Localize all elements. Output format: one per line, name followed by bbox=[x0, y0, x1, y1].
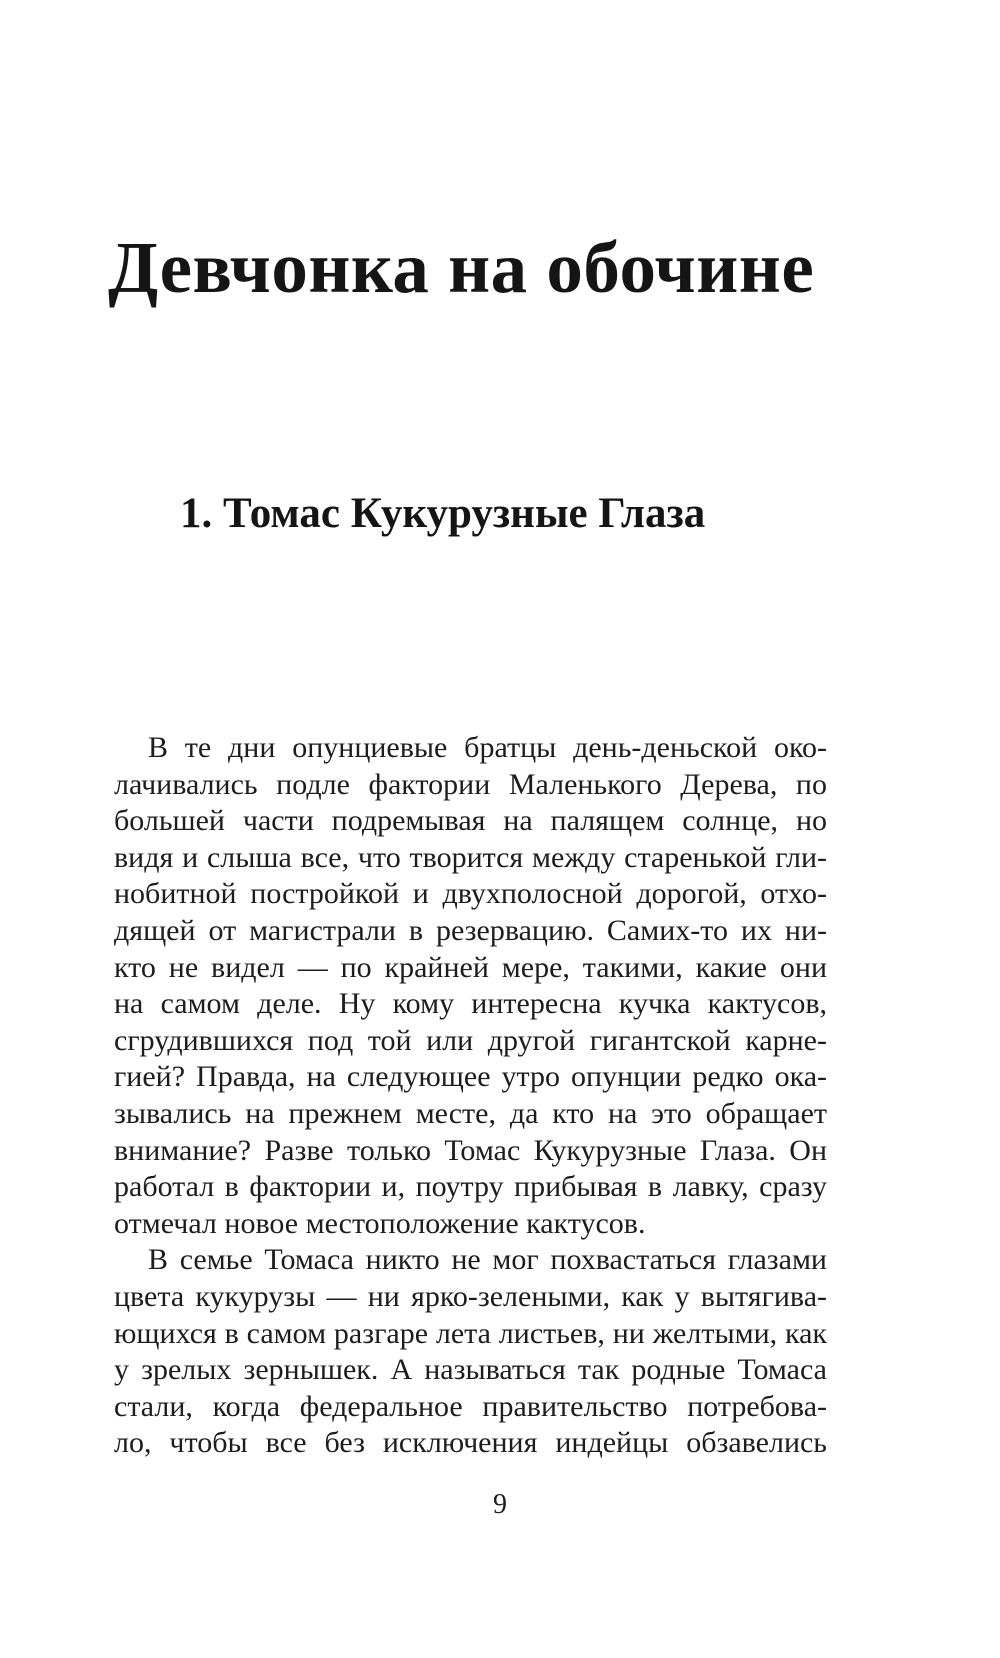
text-line: нобитной постройкой и двухполосной дорогой, отхо- bbox=[114, 877, 827, 911]
paragraph bbox=[114, 730, 827, 1242]
chapter-title: 1. Томас Кукурузные Глаза bbox=[180, 490, 706, 537]
text-line: у зрелых зернышек. А называться так родные Томаса bbox=[114, 1353, 827, 1387]
text-line: гией? Правда, на следующее утро опунции редко ока- bbox=[114, 1060, 827, 1094]
text-line: сгрудившихся под той или другой гигантской карне- bbox=[114, 1023, 827, 1057]
text-line: лачивались подле фактории Маленького Дерева, по bbox=[114, 767, 827, 801]
text-line: ющихся в самом разгаре лета листьев, ни желтыми, как bbox=[114, 1316, 827, 1350]
text-line: на самом деле. Ну кому интересна кучка кактусов, bbox=[114, 987, 827, 1021]
text-line: цвета кукурузы — ни ярко-зелеными, как у вытягива- bbox=[114, 1279, 827, 1313]
text-line: отмечал новое местоположение кактусов. bbox=[114, 1206, 646, 1240]
text-line: работал в фактории и, поутру прибывая в лавку, сразу bbox=[114, 1170, 827, 1204]
text-line: кто не видел — по крайней мере, такими, какие они bbox=[114, 950, 827, 984]
text-line: внимание? Разве только Томас Кукурузные Глаза. Он bbox=[114, 1133, 827, 1167]
body-text bbox=[114, 730, 827, 1462]
paragraph bbox=[114, 1242, 827, 1462]
book-title: Девчонка на обочине bbox=[108, 227, 815, 308]
text-line: дящей от магистрали в резервацию. Самих-то их ни- bbox=[114, 913, 827, 947]
text-line: видя и слыша все, что творится между старенькой гли- bbox=[114, 840, 827, 874]
text-line: зывались на прежнем месте, да кто на это обращает bbox=[114, 1096, 827, 1130]
text-line: В семье Томаса никто не мог похвастаться глазами bbox=[148, 1243, 827, 1277]
text-line: В те дни опунциевые братцы день-деньской око- bbox=[148, 731, 827, 764]
text-line: большей части подремывая на палящем солнце, но bbox=[114, 804, 827, 838]
page-number: 9 bbox=[493, 1489, 507, 1520]
text-line: ло, чтобы все без исключения индейцы обзавелись bbox=[114, 1426, 827, 1460]
text-line: стали, когда федеральное правительство потребова- bbox=[114, 1389, 827, 1423]
